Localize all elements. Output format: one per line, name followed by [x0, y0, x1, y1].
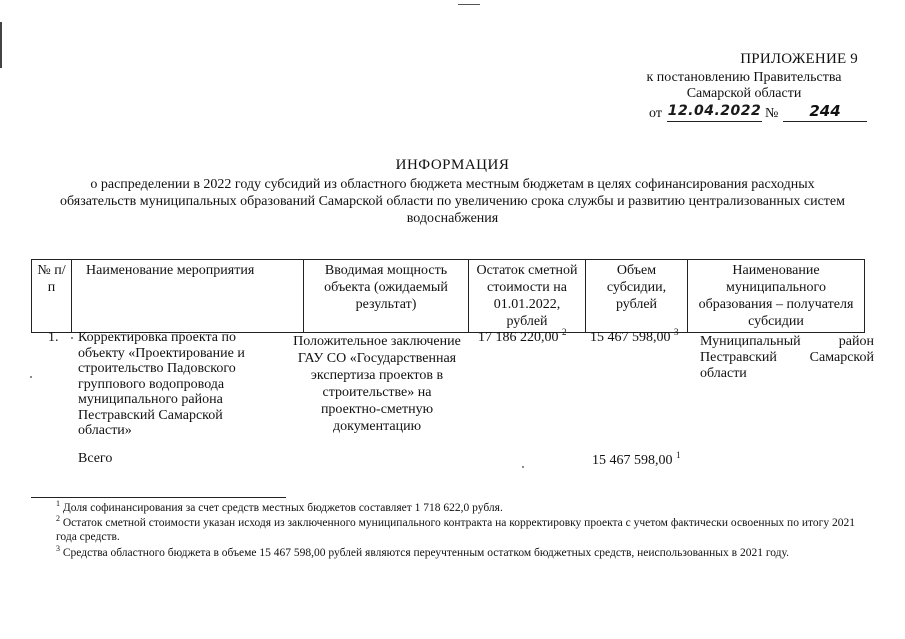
row-name — [78, 330, 282, 439]
header-table — [31, 259, 865, 333]
footnote-text: Доля софинансирования за счет средств местных бюджетов составляет 1 718 622,0 рубля. — [62, 502, 503, 514]
document-title: ИНФОРМАЦИЯ — [395, 157, 510, 173]
document-subtitle: о распределении в 2022 году субсидий из областного бюджета местным бюджетам в целях софинансирования расходных обязательств муниципальных образований Самарской области по увеличению срока службы и развитию централизованных систем водоснабжения — [60, 177, 845, 226]
handwritten-number: 244 — [783, 103, 867, 122]
header-cell-power: Вводимая мощность объекта (ожидаемый результат) — [304, 260, 469, 333]
footnote-ref: 1 — [676, 450, 681, 460]
footnote — [56, 501, 856, 515]
header-cell-name: Наименование мероприятия — [72, 260, 304, 333]
footnote-ref: 3 — [674, 327, 679, 337]
row-name-line: группового водопровода — [78, 376, 225, 392]
from-label: от — [649, 106, 662, 121]
row-name-line: области» — [78, 423, 132, 438]
appendix-title: ПРИЛОЖЕНИЕ 9 — [740, 51, 858, 67]
row-name-line: объекту «Проектирование и — [78, 345, 245, 361]
footnote-separator — [31, 497, 286, 498]
appendix-line: к постановлению Правительства — [646, 70, 842, 85]
total-value — [592, 450, 681, 469]
footnote-mark: 1 — [56, 499, 60, 508]
row-rest-value: 17 186 220,00 — [478, 330, 559, 345]
header-cell-rest: Остаток сметной стоимости на 01.01.2022, рублей — [469, 260, 586, 333]
row-volume-value: 15 467 598,00 — [590, 330, 671, 345]
number-label: № — [765, 106, 779, 121]
row-name-line: Корректировка проекта по — [78, 330, 236, 345]
scan-dot — [30, 376, 32, 378]
row-rest-cost — [478, 327, 567, 346]
header-cell-volume: Объем субсидии, рублей — [586, 260, 688, 333]
row-volume — [590, 327, 679, 346]
footnote — [56, 546, 856, 560]
footnote-mark: 3 — [56, 544, 60, 553]
total-label: Всего — [78, 451, 113, 466]
footnote-text: Средства областного бюджета в объеме 15 467 598,00 рублей являются переучтенным остатком бюджетных средств, неиспользованных в 2021 году. — [62, 547, 790, 559]
row-power: Положительное заключение ГАУ СО «Государственная экспертиза проектов в строительстве» на проектно-сметную документацию — [293, 334, 461, 434]
row-number: 1. — [48, 330, 59, 345]
row-name-line: муниципального района — [78, 392, 223, 407]
row-name-line: строительство Падовского — [78, 361, 236, 376]
total-amount: 15 467 598,00 — [592, 453, 673, 468]
row-name-line: Пестравский Самарской — [78, 407, 223, 423]
scan-dot — [71, 337, 73, 339]
scan-dot — [522, 466, 524, 468]
scan-mark — [458, 4, 480, 5]
header-cell-municipality: Наименование муниципального образования – получателя субсидии — [688, 260, 865, 333]
footnote-mark: 2 — [56, 514, 60, 523]
row-municipality: Муниципальный район Пестравский Самарской области — [700, 334, 874, 381]
scan-edge — [0, 22, 2, 68]
appendix-line: Самарской области — [686, 86, 802, 101]
footnote-text: Остаток сметной стоимости указан исходя из заключенного муниципального контракта на корректировку проекта с учетом фактически освоенных по итогу 2021 года средств. — [56, 517, 855, 543]
header-cell-num: № п/п — [32, 260, 72, 333]
footnote — [56, 516, 856, 544]
table-header-row — [32, 260, 865, 333]
footnote-ref: 2 — [562, 327, 567, 337]
appendix-signature-line — [649, 103, 869, 123]
handwritten-date: 12.04.2022 — [667, 103, 762, 122]
